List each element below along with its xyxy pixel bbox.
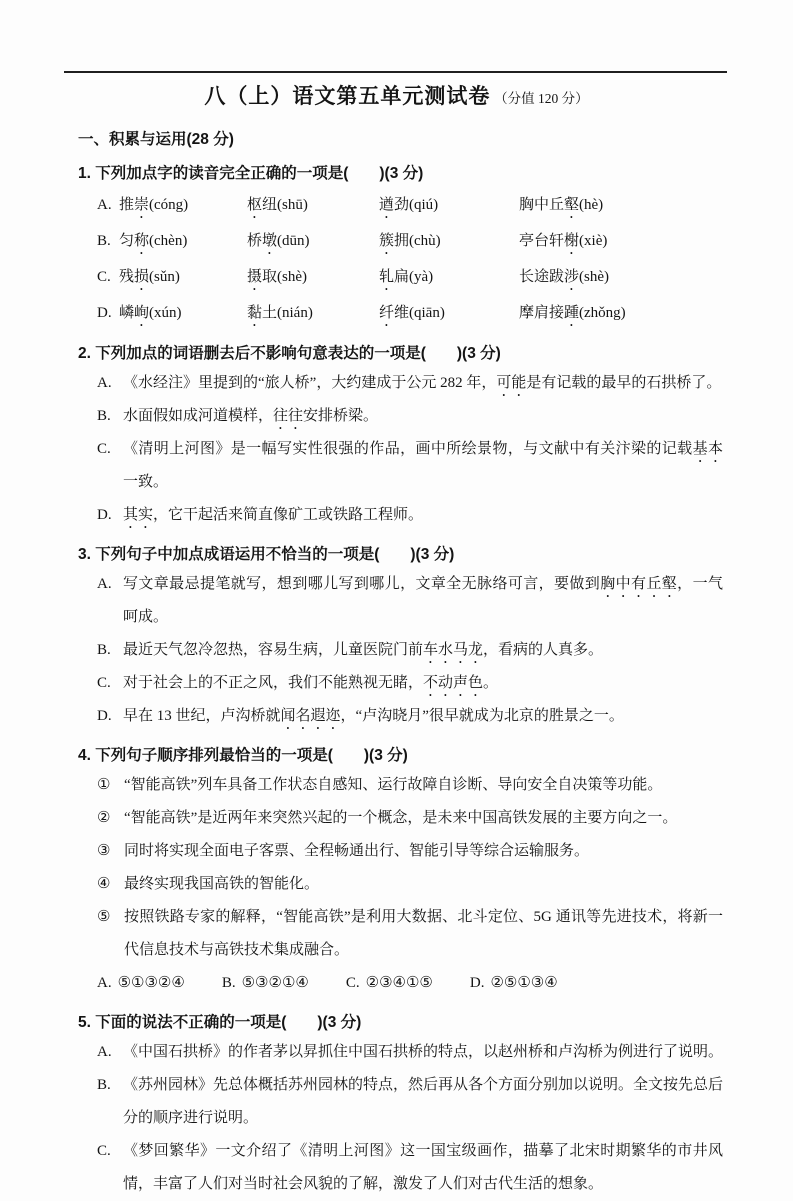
question-1-option-c [97,259,723,295]
question-3-option-b [97,634,723,667]
choice-value: ⑤①③②④ [117,975,185,991]
pinyin-word: 匀称(chèn) [119,233,188,249]
pinyin-word: 亭台轩榭(xiè) [519,233,608,249]
question-3-option-c [97,667,723,700]
pinyin-word: 摄取(shè) [247,269,308,285]
pinyin-word: 摩肩接踵(zhǒng) [519,305,626,321]
pinyin-word: 长途跋涉(shè) [519,269,610,285]
item-number: ② [97,810,111,826]
option-label: B. [97,408,111,424]
item-text: 按照铁路专家的解释，“智能高铁”是利用大数据、北斗定位、5G 通讯等先进技术，将新一代信息技术与高铁技术集成融合。 [124,909,723,958]
option-text: 《梦回繁华》一文介绍了《清明上河图》这一国宝级画作，描摹了北宋时期繁华的市井风情，丰富了人们对当时社会风貌的了解，激发了人们对古代生活的想象。 [123,1143,723,1192]
choice-value: ②③④①⑤ [365,975,433,991]
option-text: 对于社会上的不正之风，我们不能熟视无睹，不动声色。 [123,675,499,691]
question-3-stem: 3. 下列句子中加点成语运用不恰当的一项是( )(3 分) [78,546,455,563]
option-text: 《水经注》里提到的“旅人桥”，大约建成于公元 282 年，可能是有记载的最早的石拱桥了。 [123,375,722,391]
pinyin-word: 纤维(qiān) [379,305,445,321]
question-3-options [97,568,723,733]
question-4-choice-d [470,967,558,1000]
choice-label: C. [345,975,360,991]
option-text: 其实，它干起活来简直像矿工或铁路工程师。 [123,507,424,523]
option-label: B. [97,1077,111,1093]
question-4-choices [97,967,723,1000]
pinyin-word: 嶙峋(xún) [119,305,182,321]
question-5-stem: 5. 下面的说法不正确的一项是( )(3 分) [78,1014,362,1031]
choice-value: ②⑤①③④ [490,975,558,991]
choice-value: ⑤③②①④ [241,975,309,991]
header-rule [64,71,727,73]
option-text: 早在 13 世纪，卢沟桥就闻名遐迩，“卢沟晓月”很早就成为北京的胜景之一。 [123,708,624,724]
question-2-options [97,367,723,532]
item-number: ① [97,777,111,793]
item-number: ⑤ [97,909,111,925]
question-2-option-d [97,499,723,532]
question-3-option-a [97,568,723,634]
pinyin-word: 胸中丘壑(hè) [519,197,604,213]
question-4-item-2 [97,802,723,835]
title-text: 八（上）语文第五单元测试卷 [204,85,491,108]
question-1-stem: 1. 下列加点字的读音完全正确的一项是( )(3 分) [78,165,424,182]
option-label: C. [97,441,111,457]
item-number: ③ [97,843,111,859]
question-3-option-d [97,700,723,733]
question-4-choice-a [97,967,185,1000]
option-label: C. [97,269,111,285]
question-2-option-a [97,367,723,400]
test-paper-page [0,71,793,1201]
pinyin-word: 残损(sǔn) [119,269,180,285]
item-text: 最终实现我国高铁的智能化。 [124,876,320,892]
pinyin-word: 轧扁(yà) [379,269,434,285]
question-5-options [97,1036,723,1201]
option-label: C. [97,675,111,691]
section-heading: 一、积累与运用(28 分) [78,131,234,148]
page-title [0,82,793,114]
option-text: 《中国石拱桥》的作者茅以昇抓住中国石拱桥的特点，以赵州桥和卢沟桥为例进行了说明。 [123,1044,724,1060]
choice-label: B. [221,975,236,991]
pinyin-word: 枢纽(shū) [247,197,308,213]
question-4-choice-c [346,967,433,1000]
pinyin-word: 推崇(cóng) [119,197,189,213]
option-label: A. [97,197,112,213]
question-1-option-a [97,187,723,223]
choice-label: A. [97,975,112,991]
option-text: 最近天气忽冷忽热，容易生病，儿童医院门前车水马龙，看病的人真多。 [123,642,604,658]
option-label: A. [97,576,112,592]
question-2-option-c [97,433,723,499]
item-text: 同时将实现全面电子客票、全程畅通出行、智能引导等综合运输服务。 [124,843,590,859]
question-4-items [97,769,723,967]
item-text: “智能高铁”列车具备工作状态自感知、运行故障自诊断、导向安全自决策等功能。 [124,777,663,793]
option-text: 《清明上河图》是一幅写实性很强的作品，画中所绘景物，与文献中有关汴梁的记载基本一致。 [123,441,723,490]
question-4-choice-b [222,967,309,1000]
option-text: 《苏州园林》先总体概括苏州园林的特点，然后再从各个方面分别加以说明。全文按先总后分的顺序进行说明。 [123,1077,724,1126]
question-5-option-c [97,1135,723,1201]
question-4-item-5 [97,901,723,967]
question-1-option-d [97,295,723,331]
question-1-option-b [97,223,723,259]
question-5 [0,1011,793,1201]
question-5-option-a [97,1036,723,1069]
option-label: A. [97,375,112,391]
question-5-option-b [97,1069,723,1135]
option-label: A. [97,1044,112,1060]
option-label: D. [97,507,112,523]
pinyin-word: 桥墩(dūn) [247,233,310,249]
question-4 [0,744,793,1000]
question-1 [0,162,793,331]
question-1-options [97,187,723,331]
option-label: D. [97,708,112,724]
question-2-stem: 2. 下列加点的词语删去后不影响句意表达的一项是( )(3 分) [78,345,501,362]
question-2 [0,342,793,532]
question-4-stem: 4. 下列句子顺序排列最恰当的一项是( )(3 分) [78,747,408,764]
title-score-note: （分值 120 分） [494,91,589,106]
question-2-option-b [97,400,723,433]
choice-label: D. [469,975,485,991]
question-4-item-4 [97,868,723,901]
pinyin-word: 黏土(nián) [247,305,313,321]
pinyin-word: 遒劲(qiú) [379,197,439,213]
option-text: 写文章最忌提笔就写，想到哪儿写到哪儿，文章全无脉络可言，要做到胸中有丘壑，一气呵成。 [123,576,723,625]
option-text: 水面假如成河道模样，往往安排桥梁。 [123,408,379,424]
pinyin-word: 簇拥(chù) [379,233,441,249]
question-4-item-1 [97,769,723,802]
question-3 [0,543,793,733]
question-4-item-3 [97,835,723,868]
item-text: “智能高铁”是近两年来突然兴起的一个概念，是未来中国高铁发展的主要方向之一。 [124,810,678,826]
item-number: ④ [97,876,111,892]
option-label: B. [97,642,111,658]
option-label: B. [97,233,111,249]
option-label: C. [97,1143,111,1159]
option-label: D. [97,305,112,321]
